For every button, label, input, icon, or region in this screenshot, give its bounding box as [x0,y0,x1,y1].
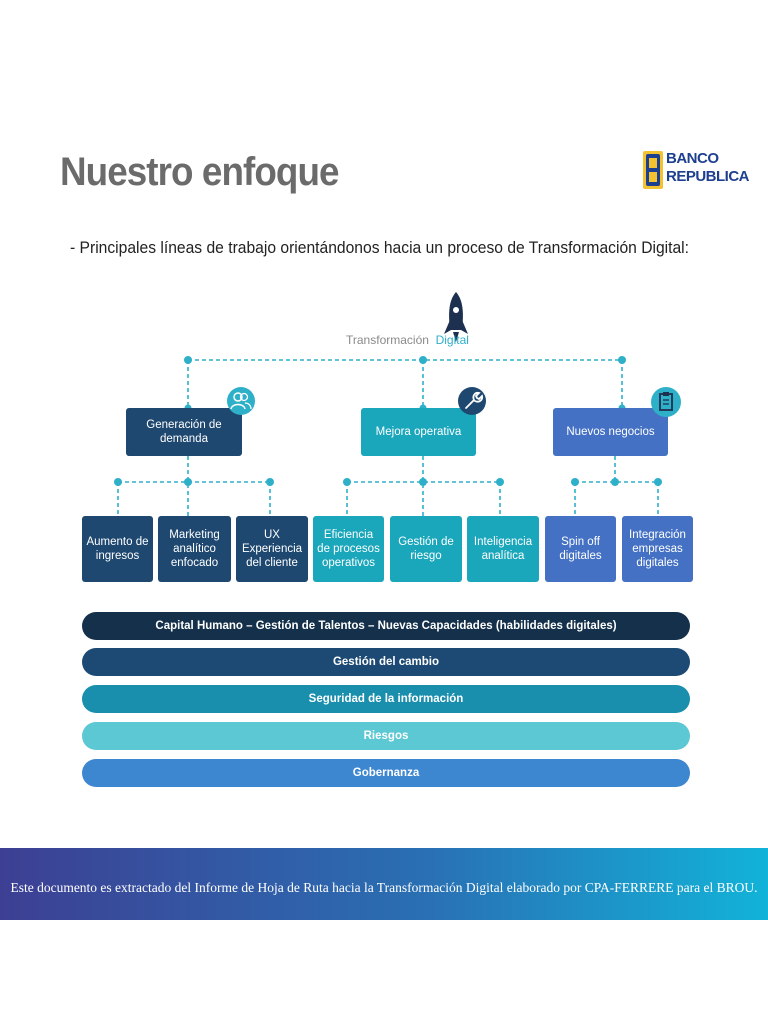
root-label-1: Transformación [346,333,429,347]
category-label: Nuevos negocios [566,426,655,438]
logo-line-1: BANCO [666,150,719,167]
item-aumento-ingresos: Aumento de ingresos [82,516,153,582]
subtitle: - Principales líneas de trabajo orientándonos hacia un proceso de Transformación Digital: [70,238,690,257]
clipboard-icon [650,386,682,418]
item-marketing-analitico: Marketing analítico enfocado [158,516,231,582]
category-label: Generación de demanda [146,419,222,445]
bar-seguridad-informacion: Seguridad de la información [82,685,690,713]
people-icon [226,386,256,416]
item-ux-experiencia: UX Experiencia del cliente [236,516,308,582]
root-label-2: Digital [435,333,469,347]
bar-gestion-cambio: Gestión del cambio [82,648,690,676]
footer-text: Este documento es extractado del Informe de Hoja de Ruta hacia la Transformación Digital elaborado por CPA-FERRERE para el BROU. [10,880,758,895]
item-spin-off-digitales: Spin off digitales [545,516,616,582]
bar-riesgos: Riesgos [82,722,690,750]
logo-line-2: REPUBLICA [666,168,750,185]
item-eficiencia-procesos: Eficiencia de procesos operativos [313,516,384,582]
page-title: Nuestro enfoque [60,150,339,194]
item-integracion-empresas: Integración empresas digitales [622,516,693,582]
wrench-icon [457,386,487,416]
footer-banner [0,848,768,920]
bar-gobernanza: Gobernanza [82,759,690,787]
category-generacion-demanda [126,408,242,456]
bar-capital-humano: Capital Humano – Gestión de Talentos – Nuevas Capacidades (habilidades digitales) [82,612,690,640]
item-gestion-riesgo: Gestión de riesgo [390,516,462,582]
item-inteligencia-analitica: Inteligencia analítica [467,516,539,582]
category-label: Mejora operativa [375,426,462,438]
transformacion-digital-label [346,333,469,347]
